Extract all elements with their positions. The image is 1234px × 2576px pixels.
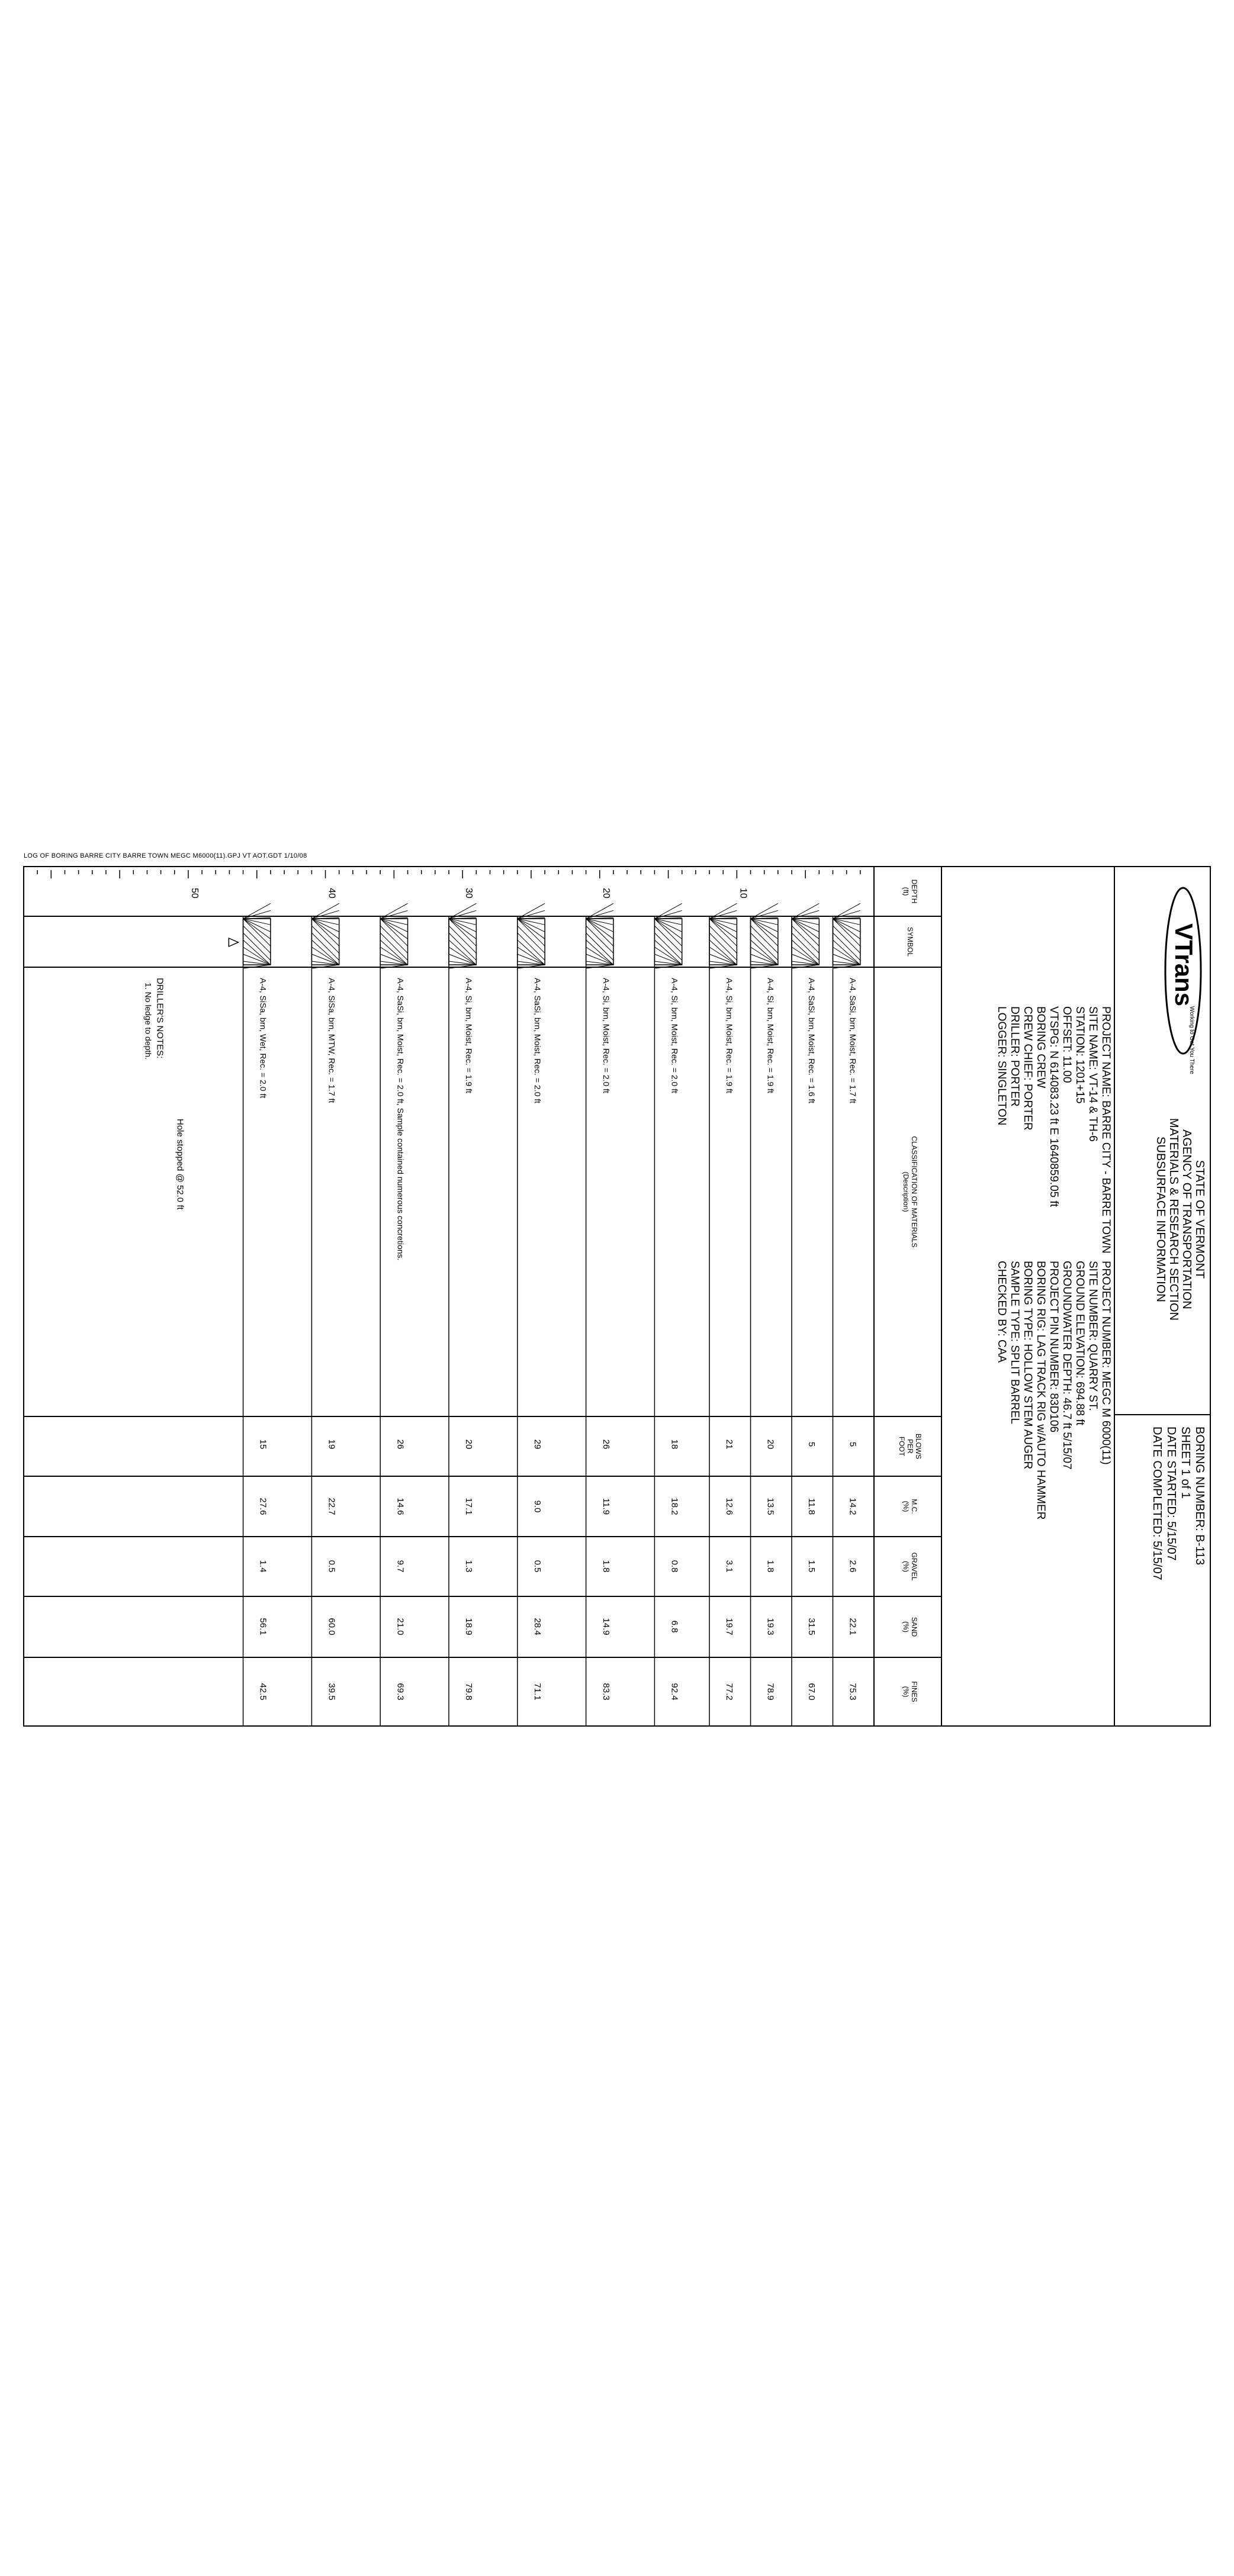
depth-label: 30: [464, 888, 474, 899]
fines-value: 39.5: [326, 1683, 337, 1701]
gravel-value: 3.1: [724, 1560, 735, 1573]
drillers-note: 1. No ledge to depth.: [143, 983, 153, 1060]
sand-value: 56.1: [258, 1618, 268, 1635]
gravel-value: 1.3: [464, 1560, 474, 1573]
footer-line: LOG OF BORING BARRE CITY BARRE TOWN MEGC M6000(11).GPJ VT AOT.GDT 1/10/08: [24, 852, 307, 859]
gravel-value: 0.8: [669, 1560, 680, 1573]
gravel-value: 2.6: [847, 1560, 858, 1573]
logo-tagline: Working to Get You There: [1188, 1006, 1195, 1074]
site-info-line: SITE NUMBER: QUARRY ST.: [1087, 1261, 1099, 1411]
vtrans-logo: [1165, 888, 1201, 1074]
project-info-line: VTSPG: N 614083.23 ft E 1640859.05 ft: [1047, 1006, 1060, 1208]
soil-description: A-4, SaSi, brn, Moist, Rec. = 2.0 ft: [532, 978, 542, 1104]
table-row: [751, 903, 778, 1726]
sand-value: 19.7: [724, 1618, 735, 1635]
soil-description: A-4, SiSa, brn, Wet, Rec. = 2.0 ft: [258, 978, 268, 1099]
gravel-value: 1.8: [765, 1560, 776, 1573]
mc-value: 14.6: [395, 1498, 406, 1515]
agency-line: MATERIALS & RESEARCH SECTION: [1167, 1118, 1180, 1321]
blows-value: 5: [806, 1441, 817, 1447]
blows-value: 20: [464, 1439, 474, 1450]
fines-value: 67.0: [806, 1683, 817, 1701]
gravel-value: 0.5: [532, 1560, 542, 1573]
blows-value: 20: [765, 1439, 776, 1450]
blows-value: 21: [724, 1439, 735, 1450]
blows-value: 19: [326, 1439, 337, 1450]
site-info-line: SAMPLE TYPE: SPLIT BARREL: [1008, 1261, 1021, 1424]
table-row: [586, 903, 613, 1726]
column-header-depth: (ft): [902, 887, 910, 896]
soil-description: A-4, SaSi, brn, Moist, Rec. = 1.7 ft: [848, 978, 858, 1104]
column-header-classification: (Description): [902, 1171, 910, 1212]
gravel-value: 1.8: [600, 1560, 611, 1573]
blows-value: 15: [258, 1439, 268, 1450]
column-header-sand: (%): [902, 1621, 910, 1632]
site-info-line: GROUNDWATER DEPTH: 46.7 ft 5/15/07: [1061, 1261, 1073, 1470]
fines-value: 71.1: [532, 1683, 542, 1701]
fines-value: 77.2: [724, 1683, 735, 1701]
gravel-value: 1.4: [258, 1560, 268, 1573]
fines-value: 42.5: [258, 1683, 268, 1701]
mc-value: 17.1: [464, 1498, 474, 1515]
agency-line: AGENCY OF TRANSPORTATION: [1180, 1129, 1193, 1309]
column-header-blows: FOOT: [898, 1436, 906, 1457]
project-info-line: PROJECT NAME: BARRE CITY - BARRE TOWN: [1100, 1006, 1112, 1254]
column-header-gravel: GRAVEL: [910, 1552, 918, 1581]
depth-label: 20: [600, 888, 611, 899]
gravel-value: 0.5: [326, 1560, 337, 1573]
fines-value: 79.8: [464, 1683, 474, 1701]
column-header-fines: FINES: [910, 1681, 918, 1702]
mc-value: 27.6: [258, 1498, 268, 1515]
soil-description: A-4, SiSa, brn, MTW, Rec. = 1.7 ft: [327, 978, 337, 1103]
depth-label: 40: [326, 888, 337, 899]
mc-value: 11.8: [806, 1498, 817, 1515]
soil-description: A-4, Si, brn, Moist, Rec. = 1.9 ft: [464, 978, 474, 1093]
mc-value: 18.2: [669, 1498, 680, 1515]
boring-info-line: DATE STARTED: 5/15/07: [1165, 1427, 1178, 1561]
mc-value: 13.5: [765, 1498, 776, 1515]
blows-value: 26: [395, 1439, 406, 1450]
sand-value: 14.9: [600, 1618, 611, 1635]
table-row: [243, 903, 271, 1726]
fines-value: 92.4: [669, 1683, 680, 1701]
column-header-mc: (%): [902, 1500, 910, 1512]
sand-value: 18.9: [464, 1618, 474, 1635]
column-header-blows: BLOWS: [914, 1433, 923, 1460]
blows-value: 29: [532, 1439, 542, 1450]
project-info-line: LOGGER: SINGLETON: [995, 1006, 1008, 1126]
depth-label: 50: [189, 888, 200, 899]
table-row: [311, 903, 339, 1726]
project-info-line: CREW CHIEF: PORTER: [1021, 1006, 1034, 1131]
project-info-line: DRILLER: PORTER: [1008, 1006, 1021, 1107]
column-header-classification: CLASSIFICATION OF MATERIALS: [910, 1136, 918, 1248]
blows-value: 5: [847, 1441, 858, 1447]
sand-value: 60.0: [326, 1618, 337, 1635]
sand-value: 6.8: [669, 1620, 680, 1633]
table-row: [654, 903, 682, 1726]
project-info-line: OFFSET: 11.00: [1061, 1006, 1073, 1083]
column-header-fines: (%): [902, 1686, 910, 1698]
fines-value: 75.3: [847, 1683, 858, 1701]
site-info-line: GROUND ELEVATION: 694.88 ft: [1074, 1261, 1086, 1426]
fines-value: 69.3: [395, 1683, 406, 1701]
boring-info-line: BORING NUMBER: B-113: [1193, 1427, 1206, 1566]
column-header-symbol: SYMBOL: [906, 926, 914, 957]
table-row: [709, 903, 737, 1726]
boring-info-line: SHEET 1 of 1: [1179, 1427, 1192, 1499]
groundwater-marker: [229, 938, 238, 946]
column-header-blows: PER: [906, 1439, 914, 1454]
fines-value: 78.9: [765, 1683, 776, 1701]
column-header-mc: M.C.: [910, 1499, 918, 1514]
drillers-notes-title: DRILLER'S NOTES:: [155, 978, 165, 1059]
project-info-line: BORING CREW: [1034, 1006, 1047, 1089]
soil-description: A-4, SaSi, brn, Moist, Rec. = 2.0 ft, Sample contained numerous concretions.: [396, 978, 406, 1261]
blows-value: 18: [669, 1439, 680, 1450]
project-info-line: SITE NAME: VT-14 & TH-6: [1087, 1006, 1099, 1142]
table-row: [792, 903, 819, 1726]
sand-value: 22.1: [847, 1618, 858, 1635]
fines-value: 83.3: [600, 1683, 611, 1701]
table-row: [380, 903, 407, 1726]
blows-value: 26: [600, 1439, 611, 1450]
site-info-line: BORING TYPE: HOLLOW STEM AUGER: [1021, 1261, 1034, 1470]
agency-line: SUBSURFACE INFORMATION: [1154, 1136, 1167, 1302]
sand-value: 21.0: [395, 1618, 406, 1635]
mc-value: 11.9: [600, 1498, 611, 1515]
soil-description: A-4, SaSi, brn, Moist, Rec. = 1.6 ft: [807, 978, 817, 1104]
mc-value: 9.0: [532, 1500, 542, 1513]
project-info-line: STATION: 1201+15: [1074, 1006, 1086, 1104]
soil-description: A-4, Si, brn, Moist, Rec. = 2.0 ft: [601, 978, 611, 1093]
sand-value: 28.4: [532, 1618, 542, 1635]
soil-description: A-4, Si, brn, Moist, Rec. = 1.9 ft: [725, 978, 735, 1093]
table-row: [833, 903, 860, 1726]
soil-description: A-4, Si, brn, Moist, Rec. = 2.0 ft: [670, 978, 680, 1093]
gravel-value: 9.7: [395, 1560, 406, 1573]
table-row: [449, 903, 476, 1726]
agency-line: STATE OF VERMONT: [1193, 1160, 1206, 1279]
table-row: [518, 903, 545, 1726]
column-header-depth: DEPTH: [910, 879, 918, 904]
mc-value: 12.6: [724, 1498, 735, 1515]
sand-value: 19.3: [765, 1618, 776, 1635]
gravel-value: 1.5: [806, 1560, 817, 1573]
site-info-line: PROJECT NUMBER: MEGC M 6000(11): [1100, 1261, 1112, 1465]
sand-value: 31.5: [806, 1618, 817, 1635]
site-info-line: BORING RIG: LAG TRACK RIG w/AUTO HAMMER: [1034, 1261, 1047, 1520]
column-header-gravel: (%): [902, 1561, 910, 1572]
column-header-sand: SAND: [910, 1617, 918, 1637]
depth-label: 10: [738, 888, 748, 899]
logo-text: VTrans: [1170, 923, 1198, 1007]
mc-value: 14.2: [847, 1498, 858, 1515]
hole-stopped-note: Hole stopped @ 52.0 ft: [175, 1119, 185, 1210]
boring-info-line: DATE COMPLETED: 5/15/07: [1151, 1427, 1164, 1580]
soil-description: A-4, Si, brn, Moist, Rec. = 1.9 ft: [766, 978, 776, 1093]
site-info-line: PROJECT PIN NUMBER: 83D106: [1047, 1261, 1060, 1433]
site-info-line: CHECKED BY: CAA: [995, 1261, 1008, 1363]
mc-value: 22.7: [326, 1498, 337, 1515]
